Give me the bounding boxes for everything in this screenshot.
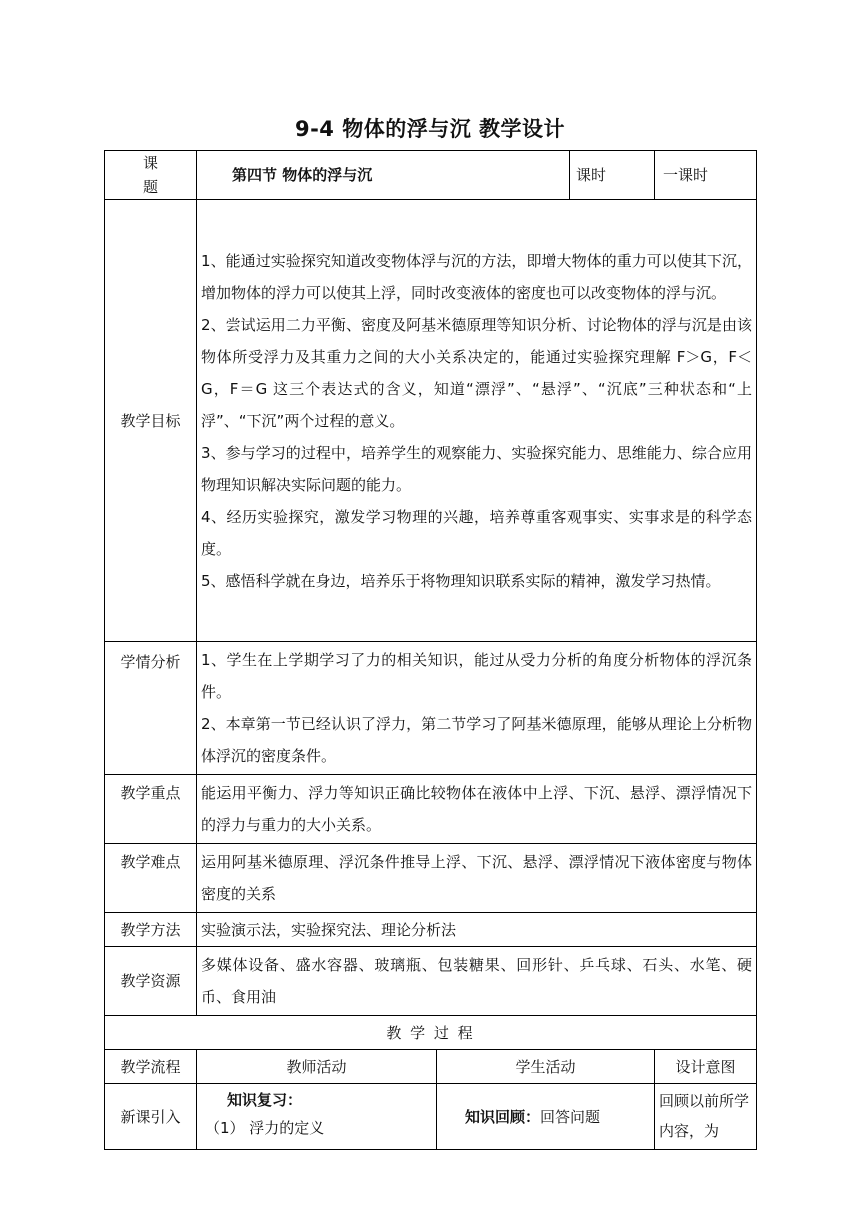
- lesson-plan-table: [104, 150, 757, 1150]
- topic-value: 第四节 物体的浮与沉: [197, 151, 570, 200]
- objective-item-2: 2、尝试运用二力平衡、密度及阿基米德原理等知识分析、讨论物体的浮与沉是由该物体所受浮力及其重力之间的大小关系决定的，能通过实验探究理解 F＞G，F＜G，F＝G 这三个表达式的含义，知道“漂浮”、“悬浮”、“沉底”三种状态和“上浮”、“下沉”两个过程的意义。: [201, 315, 753, 430]
- process-title-row: [105, 1016, 757, 1050]
- key-points-row: [105, 775, 757, 844]
- document-title: 9-4 物体的浮与沉 教学设计: [294, 117, 566, 141]
- objectives-row: [105, 200, 757, 642]
- objective-item-1: 1、能通过实验探究知道改变物体浮与沉的方法，即增大物体的重力可以使其下沉，增加物体的浮力可以使其上浮，同时改变液体的密度也可以改变物体的浮与沉。: [201, 251, 753, 302]
- teacher-heading: 知识复习：: [227, 1091, 303, 1109]
- objectives-label: 教学目标: [105, 200, 197, 642]
- methods-text: 实验演示法，实验探究法、理论分析法: [197, 913, 757, 947]
- design-intent-cell: 回顾以前所学内容，为: [655, 1084, 757, 1150]
- objective-item-5: 5、感悟科学就在身边，培养乐于将物理知识联系实际的精神，激发学习热情。: [201, 571, 721, 590]
- analysis-label: 学情分析: [105, 642, 197, 775]
- methods-row: [105, 913, 757, 947]
- difficulties-label: 教学难点: [105, 844, 197, 913]
- teacher-activity-cell: [197, 1084, 437, 1150]
- col-student-header: 学生活动: [437, 1050, 655, 1084]
- key-points-label: 教学重点: [105, 775, 197, 844]
- key-points-content: [197, 775, 757, 844]
- difficulties-content: [197, 844, 757, 913]
- process-header-row: [105, 1050, 757, 1084]
- difficulties-row: [105, 844, 757, 913]
- objectives-content: [197, 200, 757, 642]
- process-title: 教 学 过 程: [105, 1016, 757, 1050]
- resources-row: [105, 947, 757, 1016]
- student-activity-cell: [437, 1084, 655, 1150]
- resources-label: 教学资源: [105, 947, 197, 1016]
- student-activity-text: 回答问题: [540, 1107, 601, 1126]
- col-teacher-header: 教师活动: [197, 1050, 437, 1084]
- topic-label: 课 题: [105, 151, 197, 200]
- process-row: [105, 1084, 757, 1150]
- methods-label: 教学方法: [105, 913, 197, 947]
- analysis-content: [197, 642, 757, 775]
- analysis-item-1: 1、学生在上学期学习了力的相关知识，能过从受力分析的角度分析物体的浮沉条件。: [201, 651, 753, 701]
- col-intent-header: 设计意图: [655, 1050, 757, 1084]
- header-row: [105, 151, 757, 200]
- analysis-row: [105, 642, 757, 775]
- difficulties-text: 运用阿基米德原理、浮沉条件推导上浮、下沉、悬浮、漂浮情况下液体密度与物体密度的关系: [201, 853, 753, 903]
- stage-cell: 新课引入: [105, 1084, 197, 1150]
- col-flow-header: 教学流程: [105, 1050, 197, 1084]
- student-activity-bold: 知识回顾：: [465, 1107, 541, 1126]
- period-value: 一课时: [655, 151, 757, 200]
- objective-item-3: 3、参与学习的过程中，培养学生的观察能力、实验探究能力、思维能力、综合应用物理知识解决实际问题的能力。: [201, 443, 753, 494]
- resources-text: 多媒体设备、盛水容器、玻璃瓶、包装糖果、回形针、乒乓球、石头、水笔、硬币、食用油: [201, 956, 753, 1006]
- objective-item-4: 4、经历实验探究，激发学习物理的兴趣，培养尊重客观事实、实事求是的科学态度。: [201, 507, 753, 558]
- analysis-item-2: 2、本章第一节已经认识了浮力，第二节学习了阿基米德原理，能够从理论上分析物体浮沉的密度条件。: [201, 715, 753, 765]
- period-label: 课时: [570, 151, 655, 200]
- resources-content: [197, 947, 757, 1016]
- teacher-item: （1） 浮力的定义: [205, 1119, 325, 1137]
- key-points-text: 能运用平衡力、浮力等知识正确比较物体在液体中上浮、下沉、悬浮、漂浮情况下的浮力与重力的大小关系。: [201, 784, 753, 834]
